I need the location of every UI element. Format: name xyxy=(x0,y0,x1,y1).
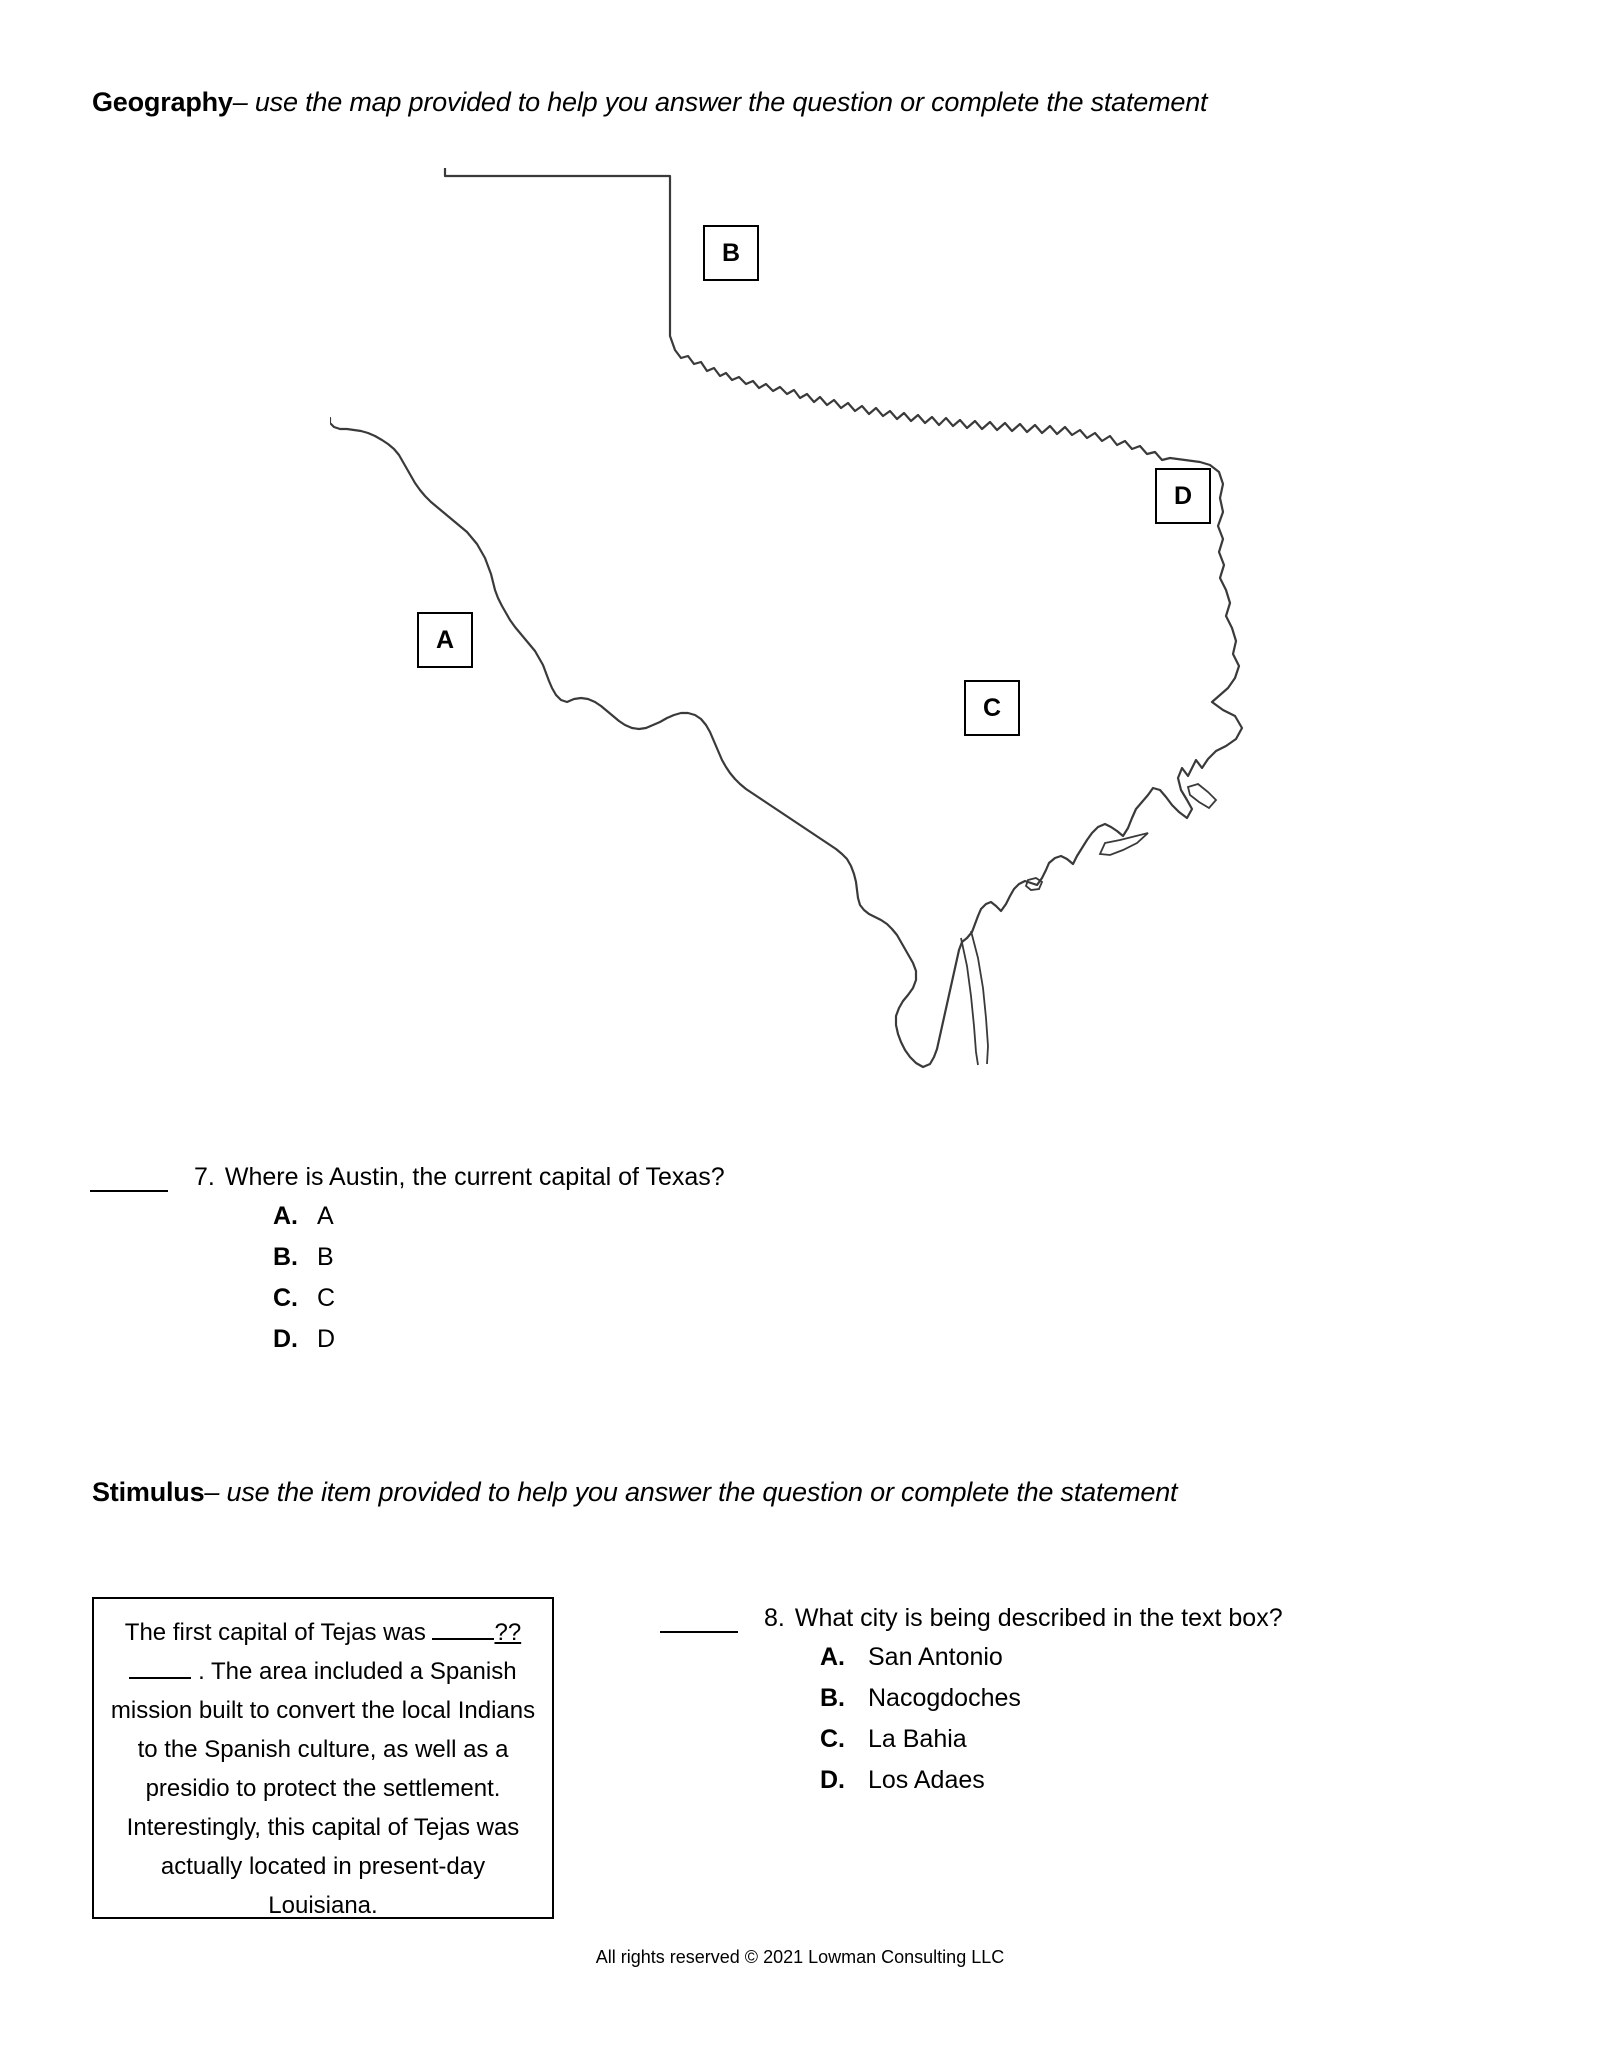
question-8-choices xyxy=(820,1643,1283,1807)
question-7-number: 7. xyxy=(194,1163,215,1191)
map-label-d: D xyxy=(1155,468,1211,524)
question-8-number: 8. xyxy=(764,1604,785,1632)
question-8-choice-a[interactable] xyxy=(820,1643,1283,1684)
choice-letter: C. xyxy=(273,1284,298,1312)
choice-text: B xyxy=(317,1243,334,1271)
question-7-text: Where is Austin, the current capital of Texas? xyxy=(224,1163,725,1191)
stimulus-heading-description: – use the item provided to help you answer the question or complete the statement xyxy=(204,1477,1178,1507)
question-7-choice-d[interactable] xyxy=(273,1325,725,1366)
question-8-block xyxy=(660,1604,1283,1807)
choice-letter: D. xyxy=(820,1766,845,1794)
stimulus-part-1: The first capital of Tejas was xyxy=(124,1619,433,1646)
galveston-bay-detail xyxy=(1188,784,1216,808)
question-7-answer-blank[interactable] xyxy=(90,1168,168,1192)
choice-letter: C. xyxy=(820,1725,845,1753)
stimulus-text-box xyxy=(92,1597,554,1919)
choice-letter: B. xyxy=(273,1243,298,1271)
stimulus-heading-label: Stimulus xyxy=(92,1477,205,1507)
choice-letter: A. xyxy=(820,1643,845,1671)
stimulus-passage xyxy=(108,1613,538,1925)
stimulus-part-2: . The area included a Spanish mission built to convert the local Indians to the Spanish culture, as well as a presidio to protect the settlement. Interestingly, this capital of Tejas was actually located in present-day Louisiana. xyxy=(110,1658,536,1919)
padre-island-detail xyxy=(971,931,988,1064)
page-footer: All rights reserved © 2021 Lowman Consulting LLC xyxy=(595,1947,1005,1967)
question-8-text: What city is being described in the text box? xyxy=(794,1604,1283,1632)
choice-text: D xyxy=(317,1325,336,1353)
choice-text: A xyxy=(317,1202,334,1230)
laguna-madre-detail xyxy=(961,938,978,1065)
stimulus-section-heading xyxy=(92,1477,1177,1508)
texas-map-figure xyxy=(330,168,1260,1108)
choice-letter: D. xyxy=(273,1325,298,1353)
map-label-c: C xyxy=(964,680,1020,736)
geography-heading-description: – use the map provided to help you answer the question or complete the statement xyxy=(232,87,1208,117)
question-8-choice-b[interactable] xyxy=(820,1684,1283,1725)
map-label-a: A xyxy=(417,612,473,668)
question-7-choices xyxy=(273,1202,725,1366)
question-7-choice-c[interactable] xyxy=(273,1284,725,1325)
geography-heading-label: Geography xyxy=(92,87,233,117)
stimulus-blank-1[interactable] xyxy=(432,1619,494,1640)
choice-text: San Antonio xyxy=(868,1643,1003,1671)
choice-letter: B. xyxy=(820,1684,845,1712)
map-label-b: B xyxy=(703,225,759,281)
question-8-choice-d[interactable] xyxy=(820,1766,1283,1807)
question-7-prompt-row xyxy=(90,1163,725,1192)
choice-text: Nacogdoches xyxy=(868,1684,1021,1712)
stimulus-blank-2[interactable] xyxy=(129,1658,191,1679)
geography-section-heading xyxy=(92,87,1207,118)
choice-text: La Bahia xyxy=(868,1725,967,1753)
choice-letter: A. xyxy=(273,1202,298,1230)
question-8-prompt-row xyxy=(660,1604,1283,1633)
stimulus-question-marker: ?? xyxy=(494,1619,522,1646)
question-7-choice-b[interactable] xyxy=(273,1243,725,1284)
question-8-answer-blank[interactable] xyxy=(660,1609,738,1633)
question-7-choice-a[interactable] xyxy=(273,1202,725,1243)
choice-text: Los Adaes xyxy=(868,1766,985,1794)
question-7-block xyxy=(90,1163,725,1366)
choice-text: C xyxy=(317,1284,336,1312)
question-8-choice-c[interactable] xyxy=(820,1725,1283,1766)
